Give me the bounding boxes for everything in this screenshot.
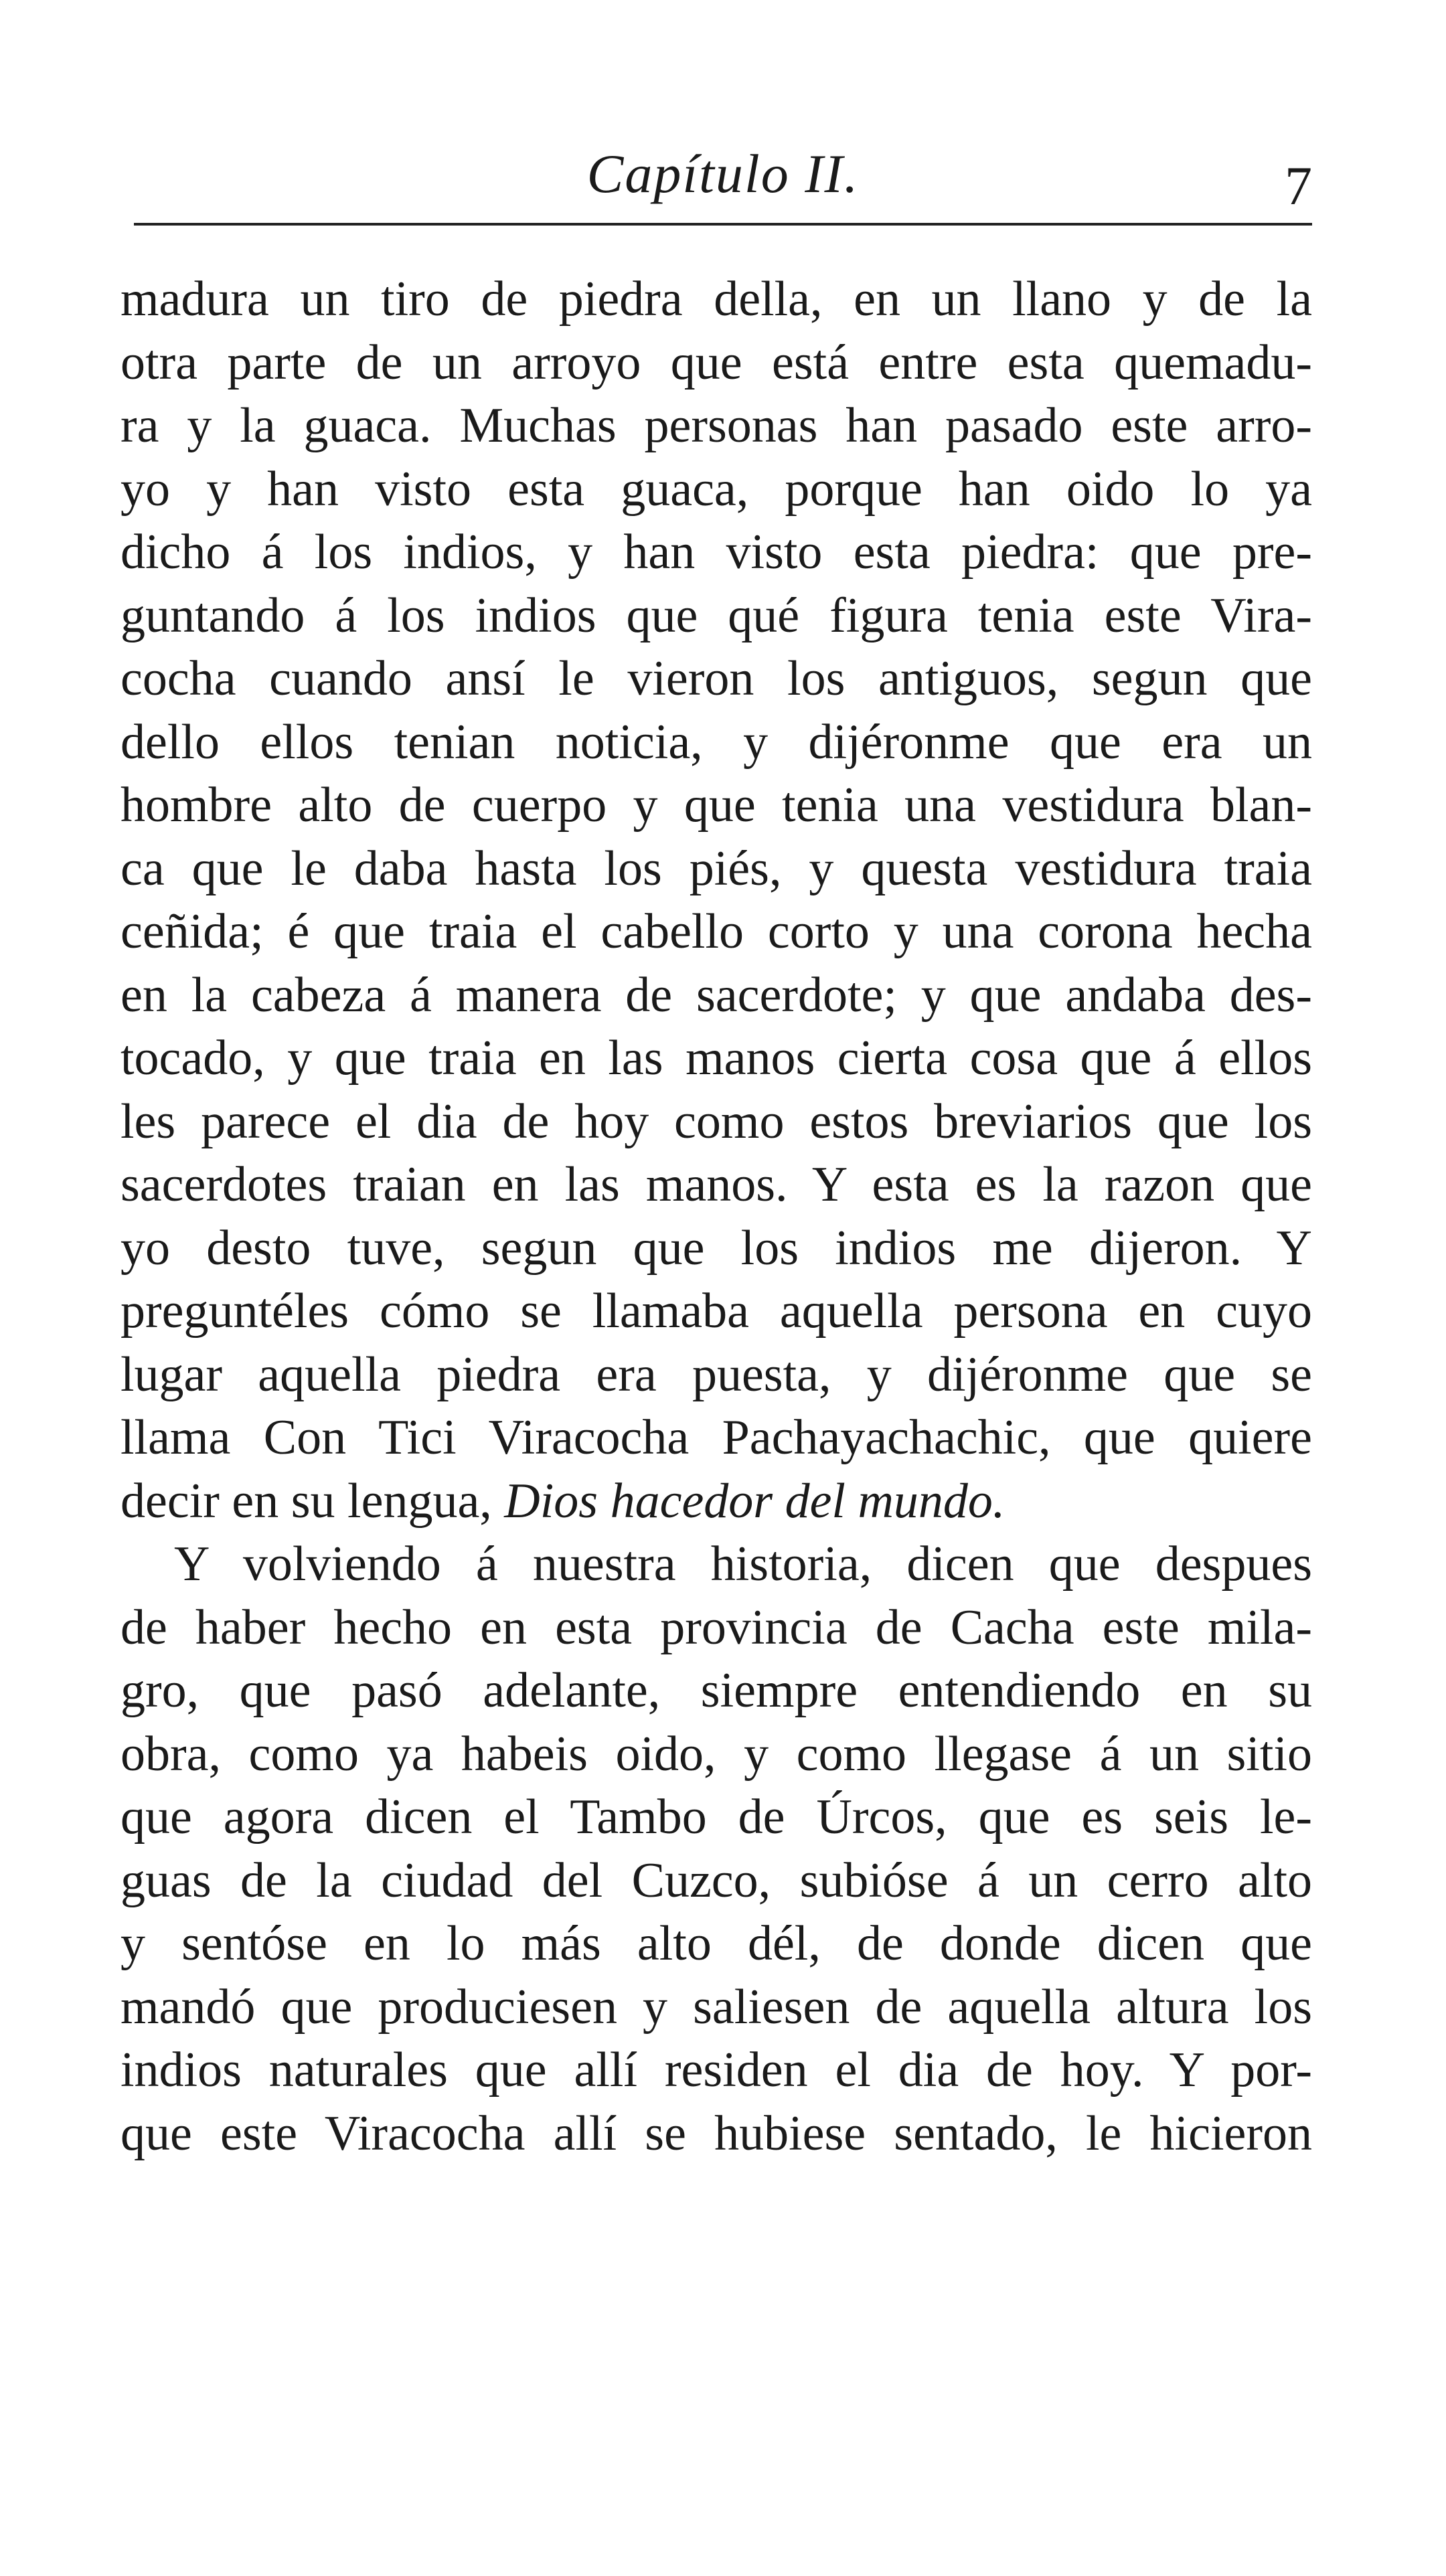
text-fragment: decir en su lengua, bbox=[120, 1473, 505, 1529]
paragraph-2 bbox=[120, 1533, 1312, 2165]
text-line: ceñida; é que traia el cabello corto y una corona hecha bbox=[120, 904, 1312, 959]
body-text bbox=[120, 268, 1312, 2165]
header-rule bbox=[134, 223, 1312, 226]
text-line: guas de la ciudad del Cuzco, subióse á un cerro alto bbox=[120, 1853, 1312, 1908]
paragraph-1 bbox=[120, 268, 1312, 1533]
text-line: preguntéles cómo se llamaba aquella persona en cuyo bbox=[120, 1284, 1312, 1339]
text-line: y sentóse en lo más alto dél, de donde dicen que bbox=[120, 1916, 1312, 1971]
text-line: indios naturales que allí residen el dia de hoy. Y por- bbox=[120, 2043, 1312, 2097]
text-line: yo desto tuve, segun que los indios me dijeron. Y bbox=[120, 1220, 1312, 1276]
text-line-last bbox=[120, 1470, 1312, 1533]
page-number: 7 bbox=[1285, 155, 1312, 216]
text-line: cocha cuando ansí le vieron los antiguos, segun que bbox=[120, 651, 1312, 706]
text-line: que este Viracocha allí se hubiese sentado, le hicieron bbox=[120, 2106, 1312, 2161]
running-head bbox=[0, 137, 1446, 216]
text-line: guntando á los indios que qué figura tenia este Vira- bbox=[120, 588, 1312, 643]
text-line: yo y han visto esta guaca, porque han oido lo ya bbox=[120, 461, 1312, 517]
text-line: Y volviendo á nuestra historia, dicen que despues bbox=[174, 1537, 1312, 1592]
italic-phrase: Dios hacedor del mundo. bbox=[504, 1473, 1006, 1529]
text-line: sacerdotes traian en las manos. Y esta es la razon que bbox=[120, 1157, 1312, 1212]
text-line: ra y la guaca. Muchas personas han pasado este arro- bbox=[120, 398, 1312, 453]
chapter-title: Capítulo II. bbox=[586, 143, 860, 204]
text-line: de haber hecho en esta provincia de Cacha este mila- bbox=[120, 1600, 1312, 1655]
text-line: otra parte de un arroyo que está entre esta quemadu- bbox=[120, 335, 1312, 390]
text-line: madura un tiro de piedra della, en un llano y de la bbox=[120, 272, 1312, 327]
text-line: ca que le daba hasta los piés, y questa vestidura traia bbox=[120, 841, 1312, 896]
text-line: hombre alto de cuerpo y que tenia una vestidura blan- bbox=[120, 778, 1312, 833]
text-line: tocado, y que traia en las manos cierta cosa que á ellos bbox=[120, 1031, 1312, 1086]
text-line: llama Con Tici Viracocha Pachayachachic, que quiere bbox=[120, 1410, 1312, 1465]
text-line: dello ellos tenian noticia, y dijéronme que era un bbox=[120, 714, 1312, 770]
text-line: dicho á los indios, y han visto esta piedra: que pre- bbox=[120, 525, 1312, 580]
text-line: les parece el dia de hoy como estos breviarios que los bbox=[120, 1094, 1312, 1149]
text-line: lugar aquella piedra era puesta, y dijéronme que se bbox=[120, 1347, 1312, 1402]
text-line: que agora dicen el Tambo de Úrcos, que es seis le- bbox=[120, 1790, 1312, 1844]
text-line: en la cabeza á manera de sacerdote; y que andaba des- bbox=[120, 967, 1312, 1023]
text-line: obra, como ya habeis oido, y como llegase á un sitio bbox=[120, 1726, 1312, 1782]
text-line: mandó que produciesen y saliesen de aquella altura los bbox=[120, 1979, 1312, 2035]
text-line: gro, que pasó adelante, siempre entendiendo en su bbox=[120, 1663, 1312, 1718]
